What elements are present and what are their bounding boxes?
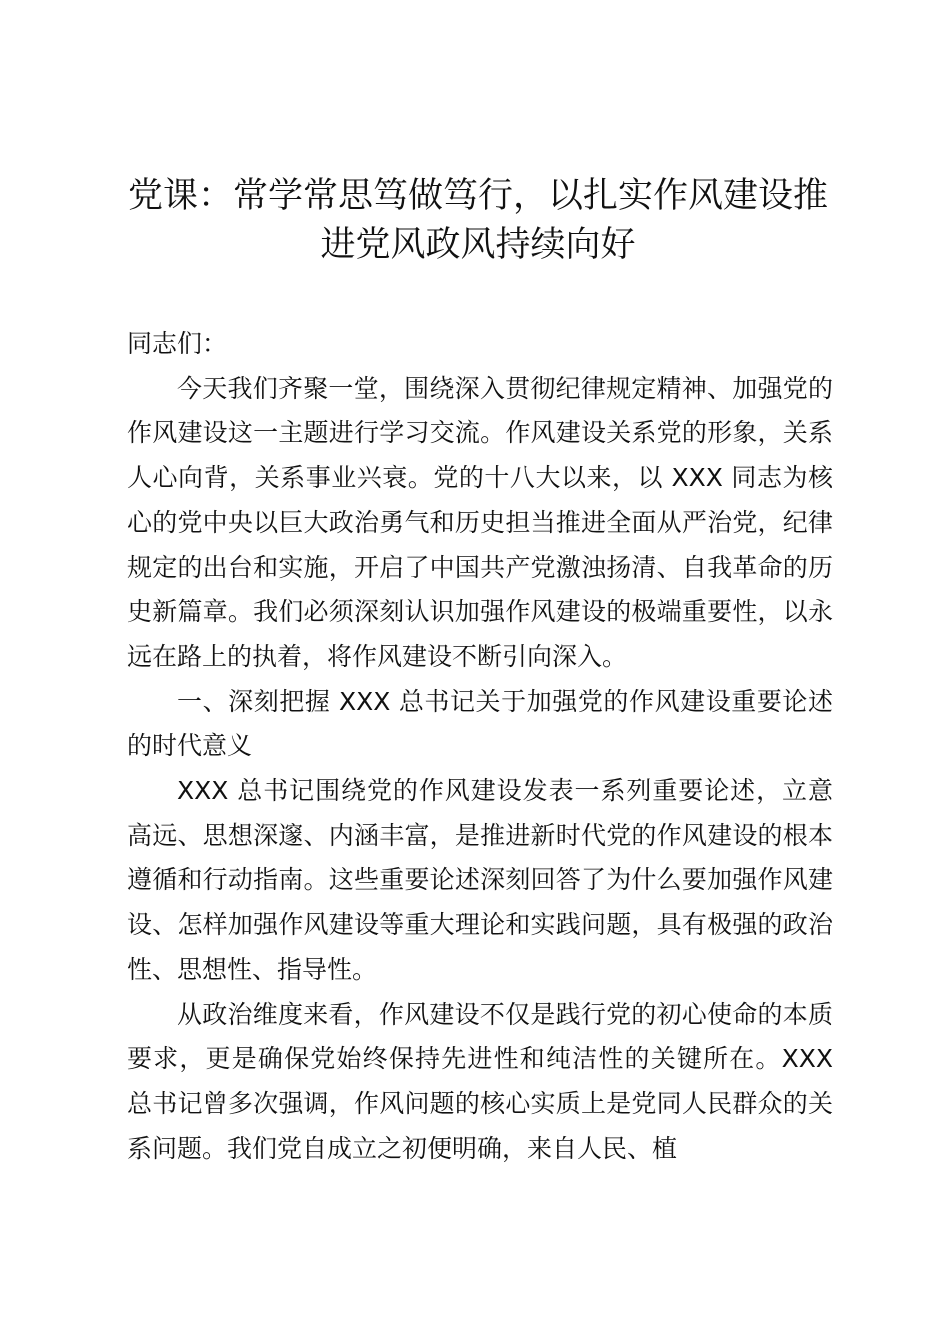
document-body [127, 322, 833, 1171]
paragraph-section-1: XXX 总书记围绕党的作风建设发表一系列重要论述，立意高远、思想深邃、内涵丰富，是推进新时代党的作风建设的根本遵循和行动指南。这些重要论述深刻回答了为什么要加强作风建设、怎样加强作风建设等重大理论和实践问题，具有极强的政治性、思想性、指导性。 [127, 776, 833, 984]
title-line-1: 党课：常学常思笃做笃行，以扎实作风建设推 [127, 176, 828, 216]
paragraph-intro: 今天我们齐聚一堂，围绕深入贯彻纪律规定精神、加强党的作风建设这一主题进行学习交流。作风建设关系党的形象，关系人心向背，关系事业兴衰。党的十八大以来，以 XXX 同志为核心的党中央以巨大政治勇气和历史担当推进全面从严治党，纪律规定的出台和实施，开启了中国共产党激浊扬清、自我革命的历史新篇章。我们必须深刻认识加强作风建设的极端重要性，以永远在路上的执着，将作风建设不断引向深入。 [127, 373, 833, 671]
title-line-2: 进党风政风持续向好 [320, 225, 636, 265]
section-heading-1: 一、深刻把握 XXX 总书记关于加强党的作风建设重要论述的时代意义 [127, 686, 833, 761]
salutation: 同志们： [127, 329, 228, 358]
document-title [120, 172, 836, 270]
paragraph-political-dimension: 从政治维度来看，作风建设不仅是践行党的初心使命的本质要求，更是确保党始终保持先进性和纯洁性的关键所在。XXX 总书记曾多次强调，作风问题的核心实质上是党同人民群众的关系问题。我们党自成立之初便明确，来自人民、植 [127, 999, 833, 1163]
